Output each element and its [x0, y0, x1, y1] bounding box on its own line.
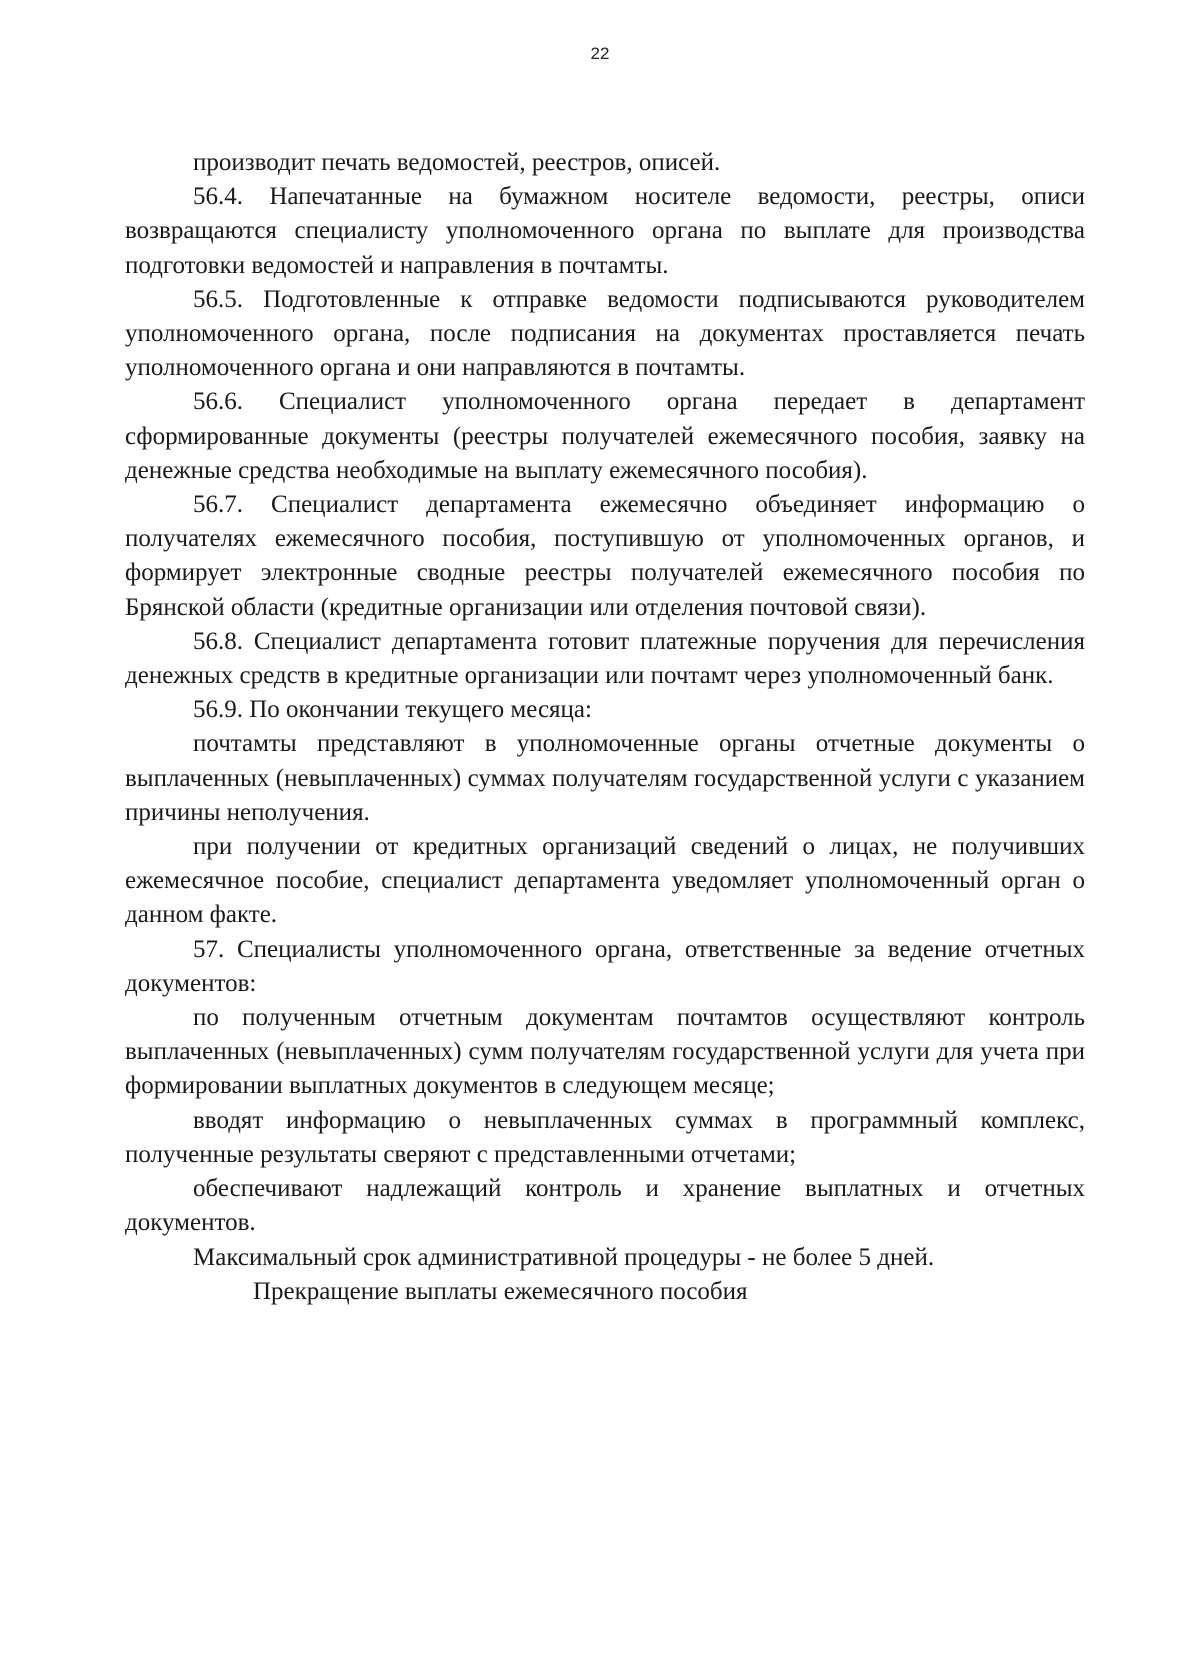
section-title: Прекращение выплаты ежемесячного пособия: [253, 1277, 748, 1305]
paragraph-56-4: 56.4. Напечатанные на бумажном носителе ведомости, реестры, описи возвращаются специалисту уполномоченного органа по выплате для производства подготовки ведомостей и направления в почтамты.: [125, 183, 1085, 279]
document-body: [125, 146, 1085, 1309]
paragraph-56-7: 56.7. Специалист департамента ежемесячно объединяет информацию о получателях ежемесячного пособия, поступившую от уполномоченных органов, и формирует электронные сводные реестры получателей ежемесячного пособия по Брянской области (кредитные организации или отделения почтовой связи).: [125, 491, 1085, 621]
paragraph-56-5: 56.5. Подготовленные к отправке ведомости подписываются руководителем уполномоченного органа, после подписания на документах проставляется печать уполномоченного органа и они направляются в почтамты.: [125, 285, 1085, 382]
paragraph-57-storage: обеспечивают надлежащий контроль и хранение выплатных и отчетных документов.: [125, 1175, 1085, 1237]
paragraph-57-control: по полученным отчетным документам почтамтов осуществляют контроль выплаченных (невыплаченных) сумм получателям государственной услуги для учета при формировании выплатных документов в следующем месяце;: [125, 1004, 1085, 1100]
paragraph-max-term: Максимальный срок административной процедуры - не более 5 дней.: [193, 1243, 935, 1271]
paragraph-56-8: 56.8. Специалист департамента готовит платежные поручения для перечисления денежных средств в кредитные организации или почтамт через уполномоченный банк.: [125, 627, 1085, 690]
paragraph-57: 57. Специалисты уполномоченного органа, ответственные за ведение отчетных документов:: [125, 935, 1085, 997]
page-number: 22: [590, 44, 610, 63]
paragraph-56-3-end: производит печать ведомостей, реестров, описей.: [193, 149, 721, 176]
paragraph-56-9-postal: почтамты представляют в уполномоченные органы отчетные документы о выплаченных (невыплаченных) суммах получателям государственной услуги с указанием причины неполучения.: [125, 730, 1085, 826]
paragraph-56-9-credit: при получении от кредитных организаций сведений о лицах, не получивших ежемесячное пособие, специалист департамента уведомляет уполномоченный орган о данном факте.: [125, 833, 1085, 929]
paragraph-57-input: вводят информацию о невыплаченных суммах в программный комплекс, полученные результаты сверяют с представленными отчетами;: [125, 1106, 1085, 1168]
paragraph-56-6: 56.6. Специалист уполномоченного органа передает в департамент сформированные документы (реестры получателей ежемесячного пособия, заявку на денежные средства необходимые на выплату ежемесячного пособия).: [125, 388, 1085, 484]
paragraph-56-9: 56.9. По окончании текущего месяца:: [193, 696, 592, 724]
